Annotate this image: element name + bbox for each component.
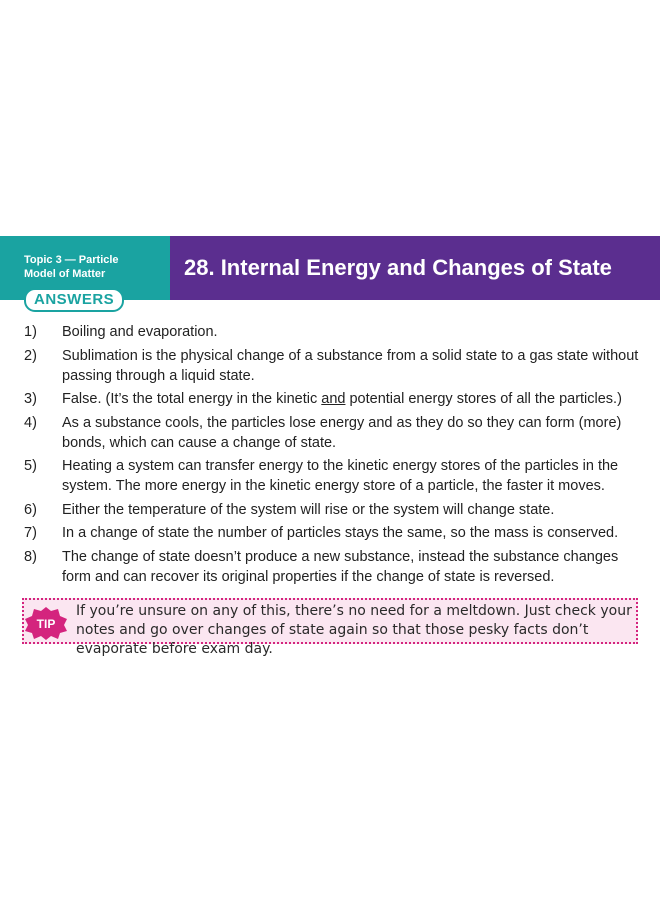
- answer-number: 1): [24, 324, 37, 340]
- answer-item: [0, 456, 660, 496]
- tip-label: TIP: [36, 617, 56, 631]
- answer-text: As a substance cools, the particles lose energy and as they do so they can form (more) bonds, which can cause a change of state.: [62, 414, 622, 451]
- answers-label: ANSWERS: [34, 291, 115, 308]
- answer-number: 4): [24, 414, 37, 431]
- answer-text: In a change of state the number of particles stays the same, so the mass is conserved.: [62, 525, 619, 541]
- answer-number: 2): [24, 347, 37, 364]
- page-title: 28. Internal Energy and Changes of State: [184, 255, 612, 280]
- answer-item: [0, 547, 660, 587]
- answer-text-end: potential energy stores of all the particles.): [345, 391, 622, 407]
- answer-text: Sublimation is the physical change of a substance from a solid state to a gas state without passing through a liquid state.: [62, 347, 639, 384]
- answer-text: The change of state doesn’t produce a new substance, instead the substance changes form and can recover its original properties if the change of state is reversed.: [62, 548, 619, 585]
- topic-label: [24, 253, 164, 281]
- answer-item: [0, 389, 660, 409]
- underlined-word: and: [321, 391, 346, 407]
- topic-line-1: Topic 3 — Particle: [24, 254, 119, 266]
- answer-text: Either the temperature of the system will rise or the system will change state.: [62, 501, 555, 518]
- answer-number: 3): [24, 391, 37, 407]
- answers-badge: [24, 288, 124, 312]
- answer-item: [0, 346, 660, 386]
- answer-number: 8): [24, 548, 37, 565]
- tip-badge: [24, 606, 68, 640]
- answer-text: Boiling and evaporation.: [62, 324, 218, 340]
- answer-number: 6): [24, 501, 37, 518]
- tip-text: If you’re unsure on any of this, there’s no need for a meltdown. Just check your notes and go over changes of state again so that those pesky facts don’t evaporate before exam day.: [76, 603, 632, 657]
- answer-item: [0, 413, 660, 453]
- answer-text: [62, 389, 644, 409]
- answer-text-start: False. (It’s the total energy in the kinetic: [62, 391, 322, 407]
- answer-number: 7): [24, 525, 37, 541]
- answer-text: Heating a system can transfer energy to the kinetic energy stores of the particles in the system. The more energy in the kinetic energy store of a particle, the faster it moves.: [62, 458, 619, 494]
- answer-number: 5): [24, 458, 37, 474]
- answer-item: [0, 500, 660, 520]
- answer-item: [0, 523, 660, 543]
- answer-item: [0, 322, 660, 342]
- tip-box: [22, 598, 638, 657]
- answers-list: [0, 322, 660, 590]
- title-box: [170, 236, 660, 300]
- topic-line-2: Model of Matter: [24, 268, 106, 280]
